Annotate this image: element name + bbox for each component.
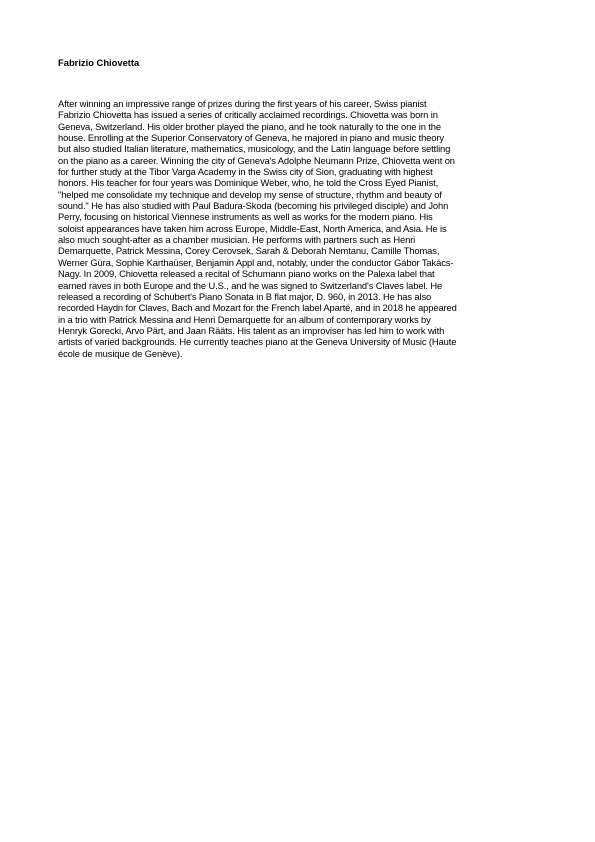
paragraph-line: Geneva, Switzerland. His older brother played the piano, and he took naturally to the one in the [58, 120, 441, 132]
paragraph-line: released a recording of Schubert's Piano Sonata in B flat major, D. 960, in 2013. He has also [58, 290, 432, 302]
page-title: Fabrizio Chiovetta [58, 57, 140, 68]
paragraph-line: soloist appearances have taken him across Europe, Middle-East, North America, and Asia. He is [58, 222, 447, 234]
paragraph-line: but also studied Italian literature, mathematics, musicology, and the Latin language before settling [58, 143, 451, 155]
paragraph-line: école de musique de Genève). [58, 347, 183, 359]
paragraph-line: Henryk Gorecki, Arvo Pärt, and Jaan Rääts. His talent as an improviser has led him to work with [58, 324, 445, 336]
biography-paragraph [58, 98, 542, 359]
paragraph-line: Nagy. In 2009, Chiovetta released a recital of Schumann piano works on the Palexa label that [58, 268, 435, 280]
paragraph-line: earned raves in both Europe and the U.S., and he was signed to Switzerland's Claves label. He [58, 279, 443, 291]
paragraph-line: for further study at the Tibor Varga Academy in the Swiss city of Sion, graduating with highest [58, 166, 433, 178]
paragraph-line: honors. His teacher for four years was Dominique Weber, who, he told the Cross Eyed Pianist, [58, 177, 439, 189]
paragraph-line: on the piano as a career. Winning the city of Geneva's Adolphe Neumann Prize, Chiovetta went on [58, 154, 455, 166]
paragraph-line: After winning an impressive range of prizes during the first years of his career, Swiss pianist [58, 98, 427, 109]
paragraph-line: also much sought-after as a chamber musician. He performs with partners such as Henri [58, 234, 416, 246]
paragraph-line: Werner Güra, Sophie Karthaüser, Benjamin Appl and, notably, under the conductor Gábor Takács- [58, 256, 454, 268]
paragraph-line: Fabrizio Chiovetta has issued a series of critically acclaimed recordings. Chiovetta was born in [58, 109, 438, 121]
paragraph-line: recorded Haydn for Claves, Bach and Mozart for the French label Aparté, and in 2018 he appeared [58, 302, 457, 314]
paragraph-line: Perry, focusing on historical Viennese instruments as well as works for the modern piano. His [58, 211, 433, 223]
paragraph-line: sound." He has also studied with Paul Badura-Skoda (becoming his privileged disciple) and John [58, 200, 449, 212]
paragraph-line: "helped me consolidate my technique and develop my sense of structure, rhythm and beauty of [58, 188, 442, 200]
paragraph-line: house. Enrolling at the Superior Conservatory of Geneva, he majored in piano and music theory [58, 132, 444, 144]
paragraph-line: artists of varied backgrounds. He currently teaches piano at the Geneva University of Music (Haute [58, 336, 457, 348]
paragraph-line: in a trio with Patrick Messina and Henri Demarquette for an album of contemporary works by [58, 313, 431, 325]
paragraph-line: Demarquette, Patrick Messina, Corey Cerovsek, Sarah & Deborah Nemtanu, Camille Thomas, [58, 245, 440, 257]
